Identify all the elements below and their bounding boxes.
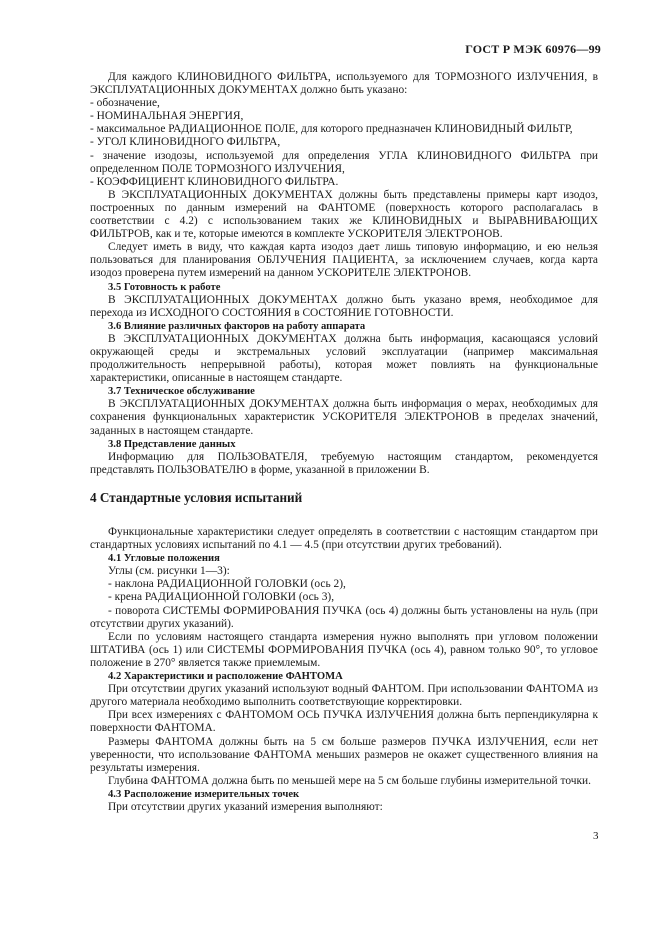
subsection-heading: 4.1 Угловые положения bbox=[108, 553, 220, 565]
page-number: 3 bbox=[593, 830, 599, 842]
subsection-heading: 4.3 Расположение измерительных точек bbox=[108, 788, 300, 800]
paragraph: - обозначение, bbox=[90, 97, 160, 110]
paragraph: В ЭКСПЛУАТАЦИОННЫХ ДОКУМЕНТАХ должны быть представлены примеры карт изодоз, построенных по данным измерений на ФАНТОМЕ (поверхность которого располагалась в соответствии с 4.2) с использованием таких же КЛИНОВИДНЫХ и ВЫРАВНИВАЮЩИХ ФИЛЬТРОВ, как и те, которые имеются в комплекте УСКОРИТЕЛЯ ЭЛЕКТРОНОВ. bbox=[90, 188, 598, 241]
document-header: ГОСТ Р МЭК 60976—99 bbox=[465, 42, 601, 56]
paragraph: Информацию для ПОЛЬЗОВАТЕЛЯ, требуемую настоящим стандартом, рекомендуется представлять ПОЛЬЗОВАТЕЛЮ в форме, указанной в приложении В. bbox=[90, 450, 598, 476]
paragraph: Если по условиям настоящего стандарта измерения нужно выполнять при угловом положении ШТАТИВА (ось 1) или СИСТЕМЫ ФОРМИРОВАНИЯ ПУЧКА (ось 4), равном только 90°, то угловое положение в 270° является также приемлемым. bbox=[90, 630, 598, 669]
paragraph: Для каждого КЛИНОВИДНОГО ФИЛЬТРА, используемого для ТОРМОЗНОГО ИЗЛУЧЕНИЯ, в ЭКСПЛУАТАЦИОННЫХ ДОКУМЕНТАХ должно быть указано: bbox=[90, 71, 598, 97]
paragraph: В ЭКСПЛУАТАЦИОННЫХ ДОКУМЕНТАХ должна быть информация, касающаяся условий окружающей среды и экстремальных условий эксплуатации (например максимальная продолжительность непрерывной работы), которая может повлиять на функциональные характеристики, описанные в настоящем стандарте. bbox=[90, 332, 598, 385]
section-heading: 4 Стандартные условия испытаний bbox=[90, 489, 303, 505]
paragraph: Углы (см. рисунки 1—3): bbox=[108, 565, 230, 578]
subsection-heading: 3.7 Техническое обслуживание bbox=[108, 386, 255, 398]
paragraph: - КОЭФФИЦИЕНТ КЛИНОВИДНОГО ФИЛЬТРА. bbox=[90, 175, 339, 188]
paragraph: Следует иметь в виду, что каждая карта изодоз дает лишь типовую информацию, и ею нельзя пользоваться для планирования ОБЛУЧЕНИЯ ПАЦИЕНТА, за исключением случаев, когда карта изодоз проверена путем измерений на данном УСКОРИТЕЛЕ ЭЛЕКТРОНОВ. bbox=[90, 241, 598, 280]
paragraph: При отсутствии других указаний используют водный ФАНТОМ. При использовании ФАНТОМА из другого материала необходимо выполнить соответствующие корректировки. bbox=[90, 683, 598, 709]
paragraph: Функциональные характеристики следует определять в соответствии с настоящим стандартом при стандартных условиях испытаний по 4.1 — 4.5 (при отсутствии других требований). bbox=[90, 526, 598, 552]
paragraph: В ЭКСПЛУАТАЦИОННЫХ ДОКУМЕНТАХ должно быть указано время, необходимое для перехода из ИСХОДНОГО СОСТОЯНИЯ в СОСТОЯНИЕ ГОТОВНОСТИ. bbox=[90, 293, 598, 319]
paragraph: Глубина ФАНТОМА должна быть по меньшей мере на 5 см больше глубины измерительной точки. bbox=[108, 774, 591, 787]
subsection-heading: 4.2 Характеристики и расположение ФАНТОМА bbox=[108, 671, 343, 683]
paragraph: - НОМИНАЛЬНАЯ ЭНЕРГИЯ, bbox=[90, 110, 244, 123]
document-body bbox=[90, 71, 598, 814]
section-4-body bbox=[90, 526, 598, 814]
subsection-heading: 3.6 Влияние различных факторов на работу аппарата bbox=[108, 320, 366, 332]
section-3-continuation bbox=[90, 71, 598, 477]
paragraph: - крена РАДИАЦИОННОЙ ГОЛОВКИ (ось 3), bbox=[108, 591, 335, 604]
paragraph: - наклона РАДИАЦИОННОЙ ГОЛОВКИ (ось 2), bbox=[108, 578, 346, 591]
paragraph: - УГОЛ КЛИНОВИДНОГО ФИЛЬТРА, bbox=[90, 136, 281, 149]
paragraph: В ЭКСПЛУАТАЦИОННЫХ ДОКУМЕНТАХ должна быть информация о мерах, необходимых для сохранения функциональных характеристик УСКОРИТЕЛЯ ЭЛЕКТРОНОВ в пределах значений, заданных в настоящем стандарте. bbox=[90, 398, 598, 437]
paragraph: Размеры ФАНТОМА должны быть на 5 см больше размеров ПУЧКА ИЗЛУЧЕНИЯ, если нет уверенности, что использование ФАНТОМА меньших размеров не окажет существенного влияния на результаты измерения. bbox=[90, 735, 598, 774]
subsection-heading: 3.8 Представление данных bbox=[108, 438, 236, 450]
paragraph: - максимальное РАДИАЦИОННОЕ ПОЛЕ, для которого предназначен КЛИНОВИДНЫЙ ФИЛЬТР, bbox=[90, 123, 573, 136]
paragraph: - поворота СИСТЕМЫ ФОРМИРОВАНИЯ ПУЧКА (ось 4) должны быть установлены на нуль (при отсутствии других указаний). bbox=[90, 604, 598, 630]
paragraph: При отсутствии других указаний измерения выполняют: bbox=[108, 800, 383, 813]
paragraph: - значение изодозы, используемой для определения УГЛА КЛИНОВИДНОГО ФИЛЬТРА при определенном ПОЛЕ ТОРМОЗНОГО ИЗЛУЧЕНИЯ, bbox=[90, 149, 598, 175]
subsection-heading: 3.5 Готовность к работе bbox=[108, 281, 221, 293]
paragraph: При всех измерениях с ФАНТОМОМ ОСЬ ПУЧКА ИЗЛУЧЕНИЯ должна быть перпендикулярна к поверхности ФАНТОМА. bbox=[90, 709, 598, 735]
